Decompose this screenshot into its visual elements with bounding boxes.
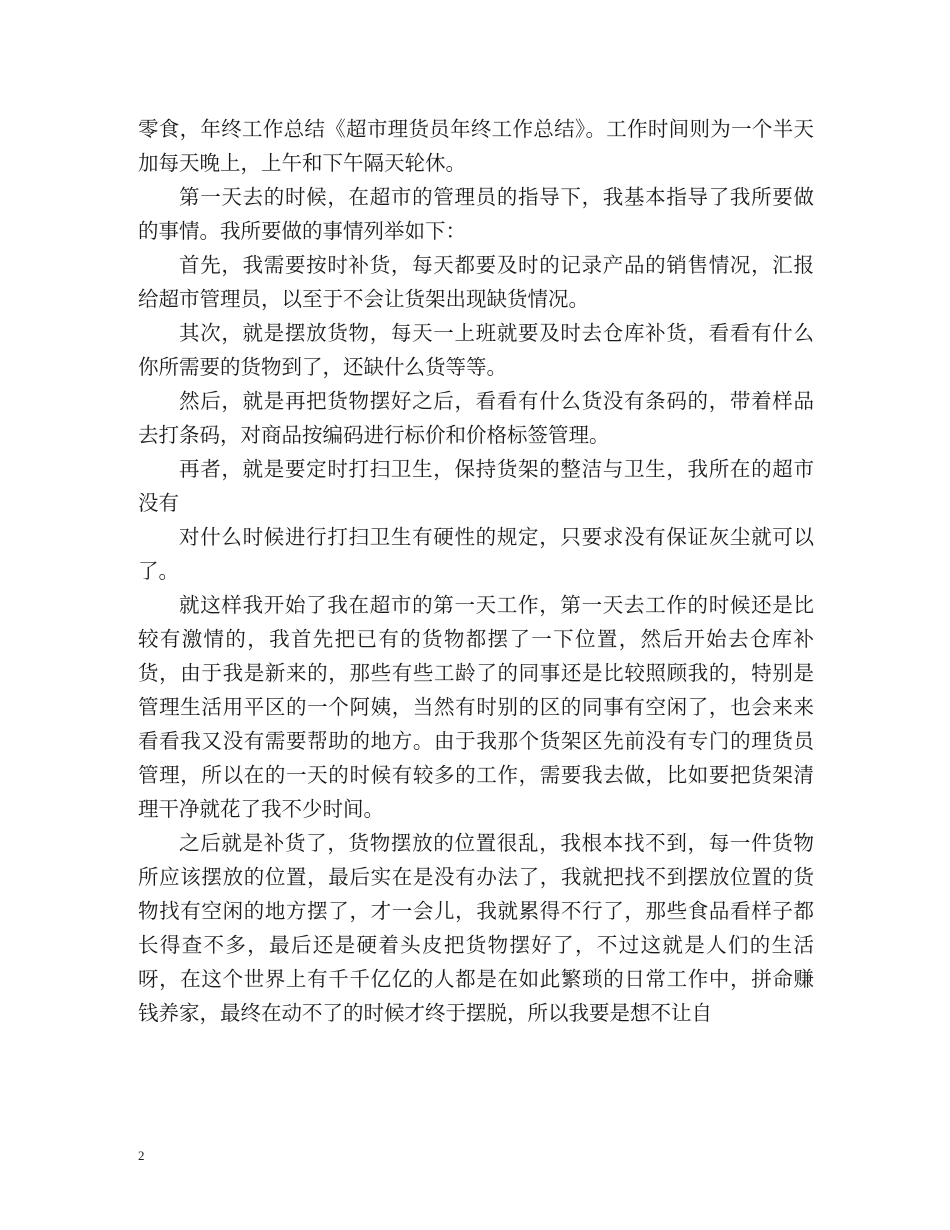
body-text (138, 112, 814, 1030)
page-number: 2 (138, 1148, 145, 1163)
paragraph: 之后就是补货了，货物摆放的位置很乱，我根本找不到，每一件货物所应该摆放的位置，最后实在是没有办法了，我就把找不到摆放位置的货物找有空闲的地方摆了，才一会儿，我就累得不行了，那些食品看样子都长得查不多，最后还是硬着头皮把货物摆好了，不过这就是人们的生活呀，在这个世界上有千千亿亿的人都是在如此繁琐的日常工作中，拼命赚钱养家，最终在动不了的时候才终于摆脱，所以我要是想不让自 (138, 831, 814, 1025)
paragraph: 零食，年终工作总结《超市理货员年终工作总结》。工作时间则为一个半天加每天晚上，上午和下午隔天轮休。 (138, 117, 814, 175)
paragraph: 第一天去的时候，在超市的管理员的指导下，我基本指导了我所要做的事情。我所要做的事情列举如下： (138, 185, 814, 243)
paragraph: 然后，就是再把货物摆好之后，看看有什么货没有条码的，带着样品去打条码，对商品按编码进行标价和价格标签管理。 (138, 389, 814, 447)
paragraph: 就这样我开始了我在超市的第一天工作，第一天去工作的时候还是比较有激情的，我首先把已有的货物都摆了一下位置，然后开始去仓库补货，由于我是新来的，那些有些工龄了的同事还是比较照顾我的，特别是管理生活用平区的一个阿姨，当然有时别的区的同事有空闲了，也会来来看看我又没有需要帮助的地方。由于我那个货架区先前没有专门的理货员管理，所以在的一天的时候有较多的工作，需要我去做，比如要把货架清理干净就花了我不少时间。 (138, 593, 814, 821)
paragraph: 对什么时候进行打扫卫生有硬性的规定，只要求没有保证灰尘就可以了。 (138, 525, 814, 583)
paragraph: 其次，就是摆放货物，每天一上班就要及时去仓库补货，看看有什么你所需要的货物到了，还缺什么货等等。 (138, 321, 814, 379)
paragraph: 首先，我需要按时补货，每天都要及时的记录产品的销售情况，汇报给超市管理员，以至于不会让货架出现缺货情况。 (138, 253, 814, 311)
paragraph: 再者，就是要定时打扫卫生，保持货架的整洁与卫生，我所在的超市没有 (138, 457, 814, 515)
